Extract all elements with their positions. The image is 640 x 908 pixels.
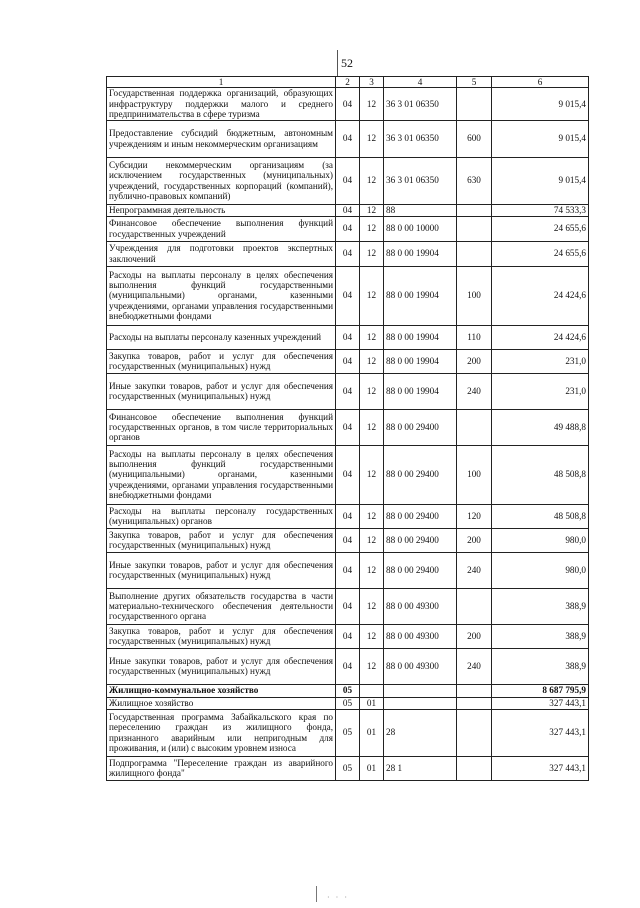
header-col-1: 1 [107,77,336,88]
row-subsection-cell: 12 [360,241,384,266]
row-name-cell: Расходы на выплаты персоналу в целях обеспечения выполнения функций государственными (муниципальными) органами, казенными учреждениями, органами управления государственными внебюджетными фондами [107,445,336,504]
row-expense-type-cell [457,697,492,709]
row-expense-type-cell [457,409,492,445]
table-row [107,684,589,697]
row-amount-cell: 49 488,8 [492,409,589,445]
row-section-cell: 04 [336,88,360,120]
row-target-article-cell: 88 0 00 29400 [384,445,457,504]
row-section-cell: 04 [336,204,360,216]
row-name-cell: Иные закупки товаров, работ и услуг для обеспечения государственных (муниципальных) нужд [107,373,336,409]
row-amount-cell: 9 015,4 [492,157,589,204]
table-row [107,756,589,780]
row-target-article-cell: 36 3 01 06350 [384,88,457,120]
row-name-cell: Закупка товаров, работ и услуг для обеспечения государственных (муниципальных) нужд [107,528,336,552]
row-subsection-cell: 01 [360,697,384,709]
row-expense-type-cell [457,241,492,266]
row-expense-type-cell: 120 [457,504,492,528]
row-amount-cell: 9 015,4 [492,88,589,120]
row-subsection-cell: 12 [360,409,384,445]
row-name-cell: Подпрограмма "Переселение граждан из аварийного жилищного фонда" [107,756,336,780]
row-target-article-cell: 88 0 00 49300 [384,588,457,624]
row-amount-cell: 327 443,1 [492,756,589,780]
row-subsection-cell: 12 [360,648,384,684]
row-section-cell: 04 [336,266,360,325]
row-subsection-cell: 12 [360,445,384,504]
row-amount-cell: 388,9 [492,624,589,648]
row-target-article-cell: 88 0 00 29400 [384,552,457,588]
row-subsection-cell: 12 [360,204,384,216]
row-subsection-cell: 12 [360,216,384,241]
row-target-article-cell: 88 0 00 19904 [384,325,457,349]
row-expense-type-cell [457,684,492,697]
row-expense-type-cell [457,756,492,780]
row-name-cell: Финансовое обеспечение выполнения функций государственных учреждений [107,216,336,241]
row-name-cell: Финансовое обеспечение выполнения функций государственных органов, в том числе территориальных органов [107,409,336,445]
row-section-cell: 04 [336,409,360,445]
row-section-cell: 04 [336,216,360,241]
row-section-cell: 05 [336,709,360,756]
row-amount-cell: 48 508,8 [492,445,589,504]
header-col-3: 3 [360,77,384,88]
table-header-row [107,77,589,88]
row-name-cell: Расходы на выплаты персоналу государственных (муниципальных) органов [107,504,336,528]
row-target-article-cell: 36 3 01 06350 [384,157,457,204]
row-amount-cell: 9 015,4 [492,120,589,157]
row-amount-cell: 24 655,6 [492,241,589,266]
table-row [107,624,589,648]
row-expense-type-cell: 200 [457,349,492,373]
row-name-cell: Жилищное хозяйство [107,697,336,709]
table-row [107,349,589,373]
row-target-article-cell: 88 0 00 29400 [384,528,457,552]
header-col-5: 5 [457,77,492,88]
row-name-cell: Иные закупки товаров, работ и услуг для обеспечения государственных (муниципальных) нужд [107,552,336,588]
table-row [107,120,589,157]
row-target-article-cell: 28 [384,709,457,756]
row-target-article-cell: 88 0 00 19904 [384,241,457,266]
row-expense-type-cell: 200 [457,624,492,648]
row-amount-cell: 48 508,8 [492,504,589,528]
row-subsection-cell: 12 [360,157,384,204]
table-row [107,88,589,120]
table-row [107,216,589,241]
row-section-cell: 05 [336,684,360,697]
table-row [107,528,589,552]
row-subsection-cell: 12 [360,325,384,349]
row-subsection-cell: 12 [360,504,384,528]
table-row [107,504,589,528]
row-section-cell: 05 [336,697,360,709]
row-target-article-cell: 88 0 00 49300 [384,648,457,684]
row-section-cell: 05 [336,756,360,780]
row-amount-cell: 74 533,3 [492,204,589,216]
row-name-cell: Иные закупки товаров, работ и услуг для обеспечения государственных (муниципальных) нужд [107,648,336,684]
row-name-cell: Выполнение других обязательств государства в части материально-технического обеспечения деятельности государственного органа [107,588,336,624]
row-subsection-cell: 12 [360,528,384,552]
table-row [107,204,589,216]
row-expense-type-cell [457,709,492,756]
row-name-cell: Учреждения для подготовки проектов экспертных заключений [107,241,336,266]
row-section-cell: 04 [336,157,360,204]
row-expense-type-cell: 600 [457,120,492,157]
row-section-cell: 04 [336,445,360,504]
row-amount-cell: 24 424,6 [492,266,589,325]
row-target-article-cell: 28 1 [384,756,457,780]
budget-table [106,76,589,781]
row-target-article-cell: 88 0 00 19904 [384,349,457,373]
row-subsection-cell: 12 [360,349,384,373]
table-row [107,325,589,349]
row-section-cell: 04 [336,504,360,528]
row-subsection-cell: 12 [360,373,384,409]
row-target-article-cell: 88 0 00 29400 [384,504,457,528]
row-section-cell: 04 [336,241,360,266]
row-name-cell: Государственная программа Забайкальского края по переселению граждан из жилищного фонда, признанного аварийным или непригодным для проживания, и (или) с высоким уровнем износа [107,709,336,756]
table-row [107,157,589,204]
row-section-cell: 04 [336,552,360,588]
row-name-cell: Закупка товаров, работ и услуг для обеспечения государственных (муниципальных) нужд [107,349,336,373]
table-row [107,409,589,445]
row-target-article-cell: 88 0 00 19904 [384,373,457,409]
row-expense-type-cell: 110 [457,325,492,349]
row-expense-type-cell: 630 [457,157,492,204]
row-amount-cell: 24 424,6 [492,325,589,349]
row-name-cell: Закупка товаров, работ и услуг для обеспечения государственных (муниципальных) нужд [107,624,336,648]
row-section-cell: 04 [336,373,360,409]
row-amount-cell: 8 687 795,9 [492,684,589,697]
header-col-6: 6 [492,77,589,88]
row-section-cell: 04 [336,325,360,349]
bottom-scan-marks: · · · [327,893,349,902]
row-amount-cell: 327 443,1 [492,709,589,756]
row-target-article-cell: 88 0 00 49300 [384,624,457,648]
row-expense-type-cell: 240 [457,373,492,409]
row-section-cell: 04 [336,528,360,552]
table-row [107,648,589,684]
row-section-cell: 04 [336,648,360,684]
page-number: 52 [341,56,353,70]
row-name-cell: Непрограммная деятельность [107,204,336,216]
row-amount-cell: 980,0 [492,528,589,552]
row-subsection-cell: 01 [360,709,384,756]
row-amount-cell: 231,0 [492,349,589,373]
top-margin-mark [337,50,338,76]
row-expense-type-cell [457,88,492,120]
row-section-cell: 04 [336,624,360,648]
row-subsection-cell: 12 [360,588,384,624]
row-expense-type-cell: 100 [457,445,492,504]
row-expense-type-cell: 100 [457,266,492,325]
row-section-cell: 04 [336,349,360,373]
row-name-cell: Предоставление субсидий бюджетным, автономным учреждениям и иным некоммерческим организациям [107,120,336,157]
row-expense-type-cell: 240 [457,552,492,588]
row-target-article-cell [384,684,457,697]
table-row [107,697,589,709]
row-subsection-cell: 12 [360,624,384,648]
row-target-article-cell [384,697,457,709]
row-amount-cell: 388,9 [492,588,589,624]
row-target-article-cell: 88 0 00 29400 [384,409,457,445]
table-row [107,241,589,266]
row-subsection-cell: 01 [360,756,384,780]
row-name-cell: Расходы на выплаты персоналу казенных учреждений [107,325,336,349]
row-section-cell: 04 [336,120,360,157]
row-name-cell: Расходы на выплаты персоналу в целях обеспечения выполнения функций государственными (муниципальными) органами, казенными учреждениями, органами управления государственными внебюджетными фондами [107,266,336,325]
row-amount-cell: 24 655,6 [492,216,589,241]
row-expense-type-cell: 240 [457,648,492,684]
table-row [107,445,589,504]
table-body [107,88,589,780]
row-target-article-cell: 88 0 00 19904 [384,266,457,325]
row-subsection-cell: 12 [360,120,384,157]
row-target-article-cell: 88 0 00 10000 [384,216,457,241]
row-expense-type-cell [457,204,492,216]
table-row [107,588,589,624]
table-row [107,709,589,756]
row-expense-type-cell: 200 [457,528,492,552]
row-section-cell: 04 [336,588,360,624]
header-col-4: 4 [384,77,457,88]
table-row [107,266,589,325]
row-amount-cell: 388,9 [492,648,589,684]
table-row [107,373,589,409]
row-expense-type-cell [457,588,492,624]
row-amount-cell: 231,0 [492,373,589,409]
row-name-cell: Жилищно-коммунальное хозяйство [107,684,336,697]
row-expense-type-cell [457,216,492,241]
row-target-article-cell: 36 3 01 06350 [384,120,457,157]
bottom-margin-mark [316,886,317,902]
table-row [107,552,589,588]
row-subsection-cell: 12 [360,266,384,325]
row-amount-cell: 980,0 [492,552,589,588]
row-name-cell: Субсидии некоммерческим организациям (за исключением государственных (муниципальных) учреждений, государственных корпораций (компаний), публично-правовых компаний) [107,157,336,204]
row-subsection-cell [360,684,384,697]
row-subsection-cell: 12 [360,552,384,588]
row-name-cell: Государственная поддержка организаций, образующих инфраструктуру поддержки малого и среднего предпринимательства в сфере туризма [107,88,336,120]
row-subsection-cell: 12 [360,88,384,120]
row-target-article-cell: 88 [384,204,457,216]
header-col-2: 2 [336,77,360,88]
row-amount-cell: 327 443,1 [492,697,589,709]
